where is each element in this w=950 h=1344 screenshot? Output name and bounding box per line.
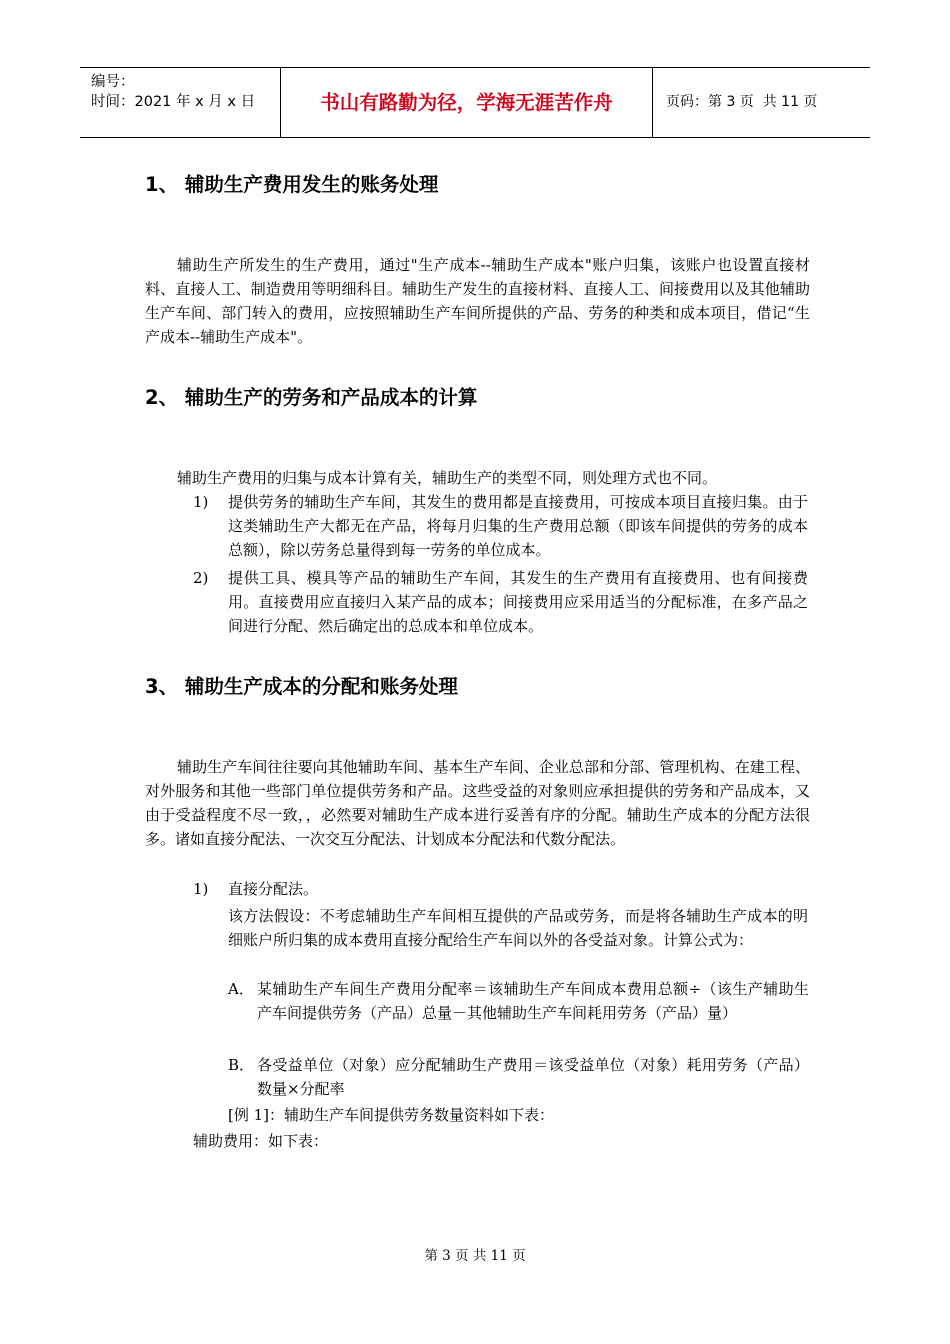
section-3-heading: 3、 辅助生产成本的分配和账务处理: [145, 675, 458, 698]
section-1-heading: 1、 辅助生产费用发生的账务处理: [145, 173, 439, 196]
list-item-number: 2): [193, 569, 209, 587]
section-3-list-item: [193, 877, 810, 973]
section-1-paragraph: 辅助生产所发生的生产费用，通过"生产成本--辅助生产成本"账户归集，该账户也设置直接材料、直接人工、制造费用等明细科目。辅助生产发生的直接材料、直接人工、间接费用以及其他辅助生产车间、部门转入的费用，应按照辅助生产车间所提供的产品、劳务的种类和成本项目，借记“生产成本--辅助生产成本"。: [145, 256, 810, 346]
list-item-description: 该方法假设：不考虑辅助生产车间相互提供的产品或劳务，而是将各辅助生产成本的明细账户所归集的成本费用直接分配给生产车间以外的各受益对象。计算公式为：: [228, 907, 808, 949]
formula-label: A．: [228, 980, 254, 998]
formula-item: [228, 977, 810, 1049]
page-footer: 第 3 页 共 11 页: [424, 1248, 526, 1264]
section-2-list-item: [193, 566, 810, 638]
header-page-info: [653, 68, 870, 137]
header-time-label: 时间：2021 年 x 月 x 日: [91, 94, 256, 110]
formula-text: 某辅助生产车间生产费用分配率＝该辅助生产车间成本费用总额÷（该生产辅助生产车间提供劳务（产品）总量－其他辅助生产车间耗用劳务（产品）量）: [257, 980, 809, 1022]
page-header: [80, 67, 870, 138]
section-2-list-item: [193, 490, 810, 562]
header-number-label: 编号：: [91, 74, 135, 90]
aux-cost-line: 辅助费用：如下表：: [193, 1132, 329, 1150]
list-item-number: 1): [193, 493, 209, 511]
header-page-info-text: 页码：第 3 页 共 11 页: [666, 94, 818, 110]
formula-label: B．: [228, 1056, 255, 1074]
section-2-heading: 2、 辅助生产的劳务和产品成本的计算: [145, 386, 478, 409]
list-item-title: 直接分配法。: [228, 880, 319, 898]
header-meta: [80, 68, 281, 137]
list-item-text: 提供工具、模具等产品的辅助生产车间，其发生的生产费用有直接费用、也有间接费用。直接费用应直接归入某产品的成本；间接费用应采用适当的分配标准，在多产品之间进行分配、然后确定出的总成本和单位成本。: [228, 569, 808, 635]
header-motto: 书山有路勤为径，学海无涯苦作舟: [281, 68, 653, 137]
section-3-paragraph: 辅助生产车间往往要向其他辅助车间、基本生产车间、企业总部和分部、管理机构、在建工程、对外服务和其他一些部门单位提供劳务和产品。这些受益的对象则应承担提供的劳务和产品成本，又由于受益程度不尽一致，，必然要对辅助生产成本进行妥善有序的分配。辅助生产成本的分配方法很多。诸如直接分配法、一次交互分配法、计划成本分配法和代数分配法。: [145, 758, 810, 848]
formula-text: 各受益单位（对象）应分配辅助生产费用＝该受益单位（对象）耗用劳务（产品）数量×分配率: [257, 1056, 809, 1098]
formula-item: [228, 1053, 810, 1101]
list-item-number: 1): [193, 880, 209, 898]
example-line: [例 1]：辅助生产车间提供劳务数量资料如下表：: [228, 1106, 555, 1124]
section-2-intro: 辅助生产费用的归集与成本计算有关，辅助生产的类型不同，则处理方式也不同。: [177, 469, 718, 487]
list-item-text: 提供劳务的辅助生产车间，其发生的费用都是直接费用，可按成本项目直接归集。由于这类辅助生产大都无在产品，将每月归集的生产费用总额（即该车间提供的劳务的成本总额），除以劳务总量得到每一劳务的单位成本。: [228, 493, 808, 559]
